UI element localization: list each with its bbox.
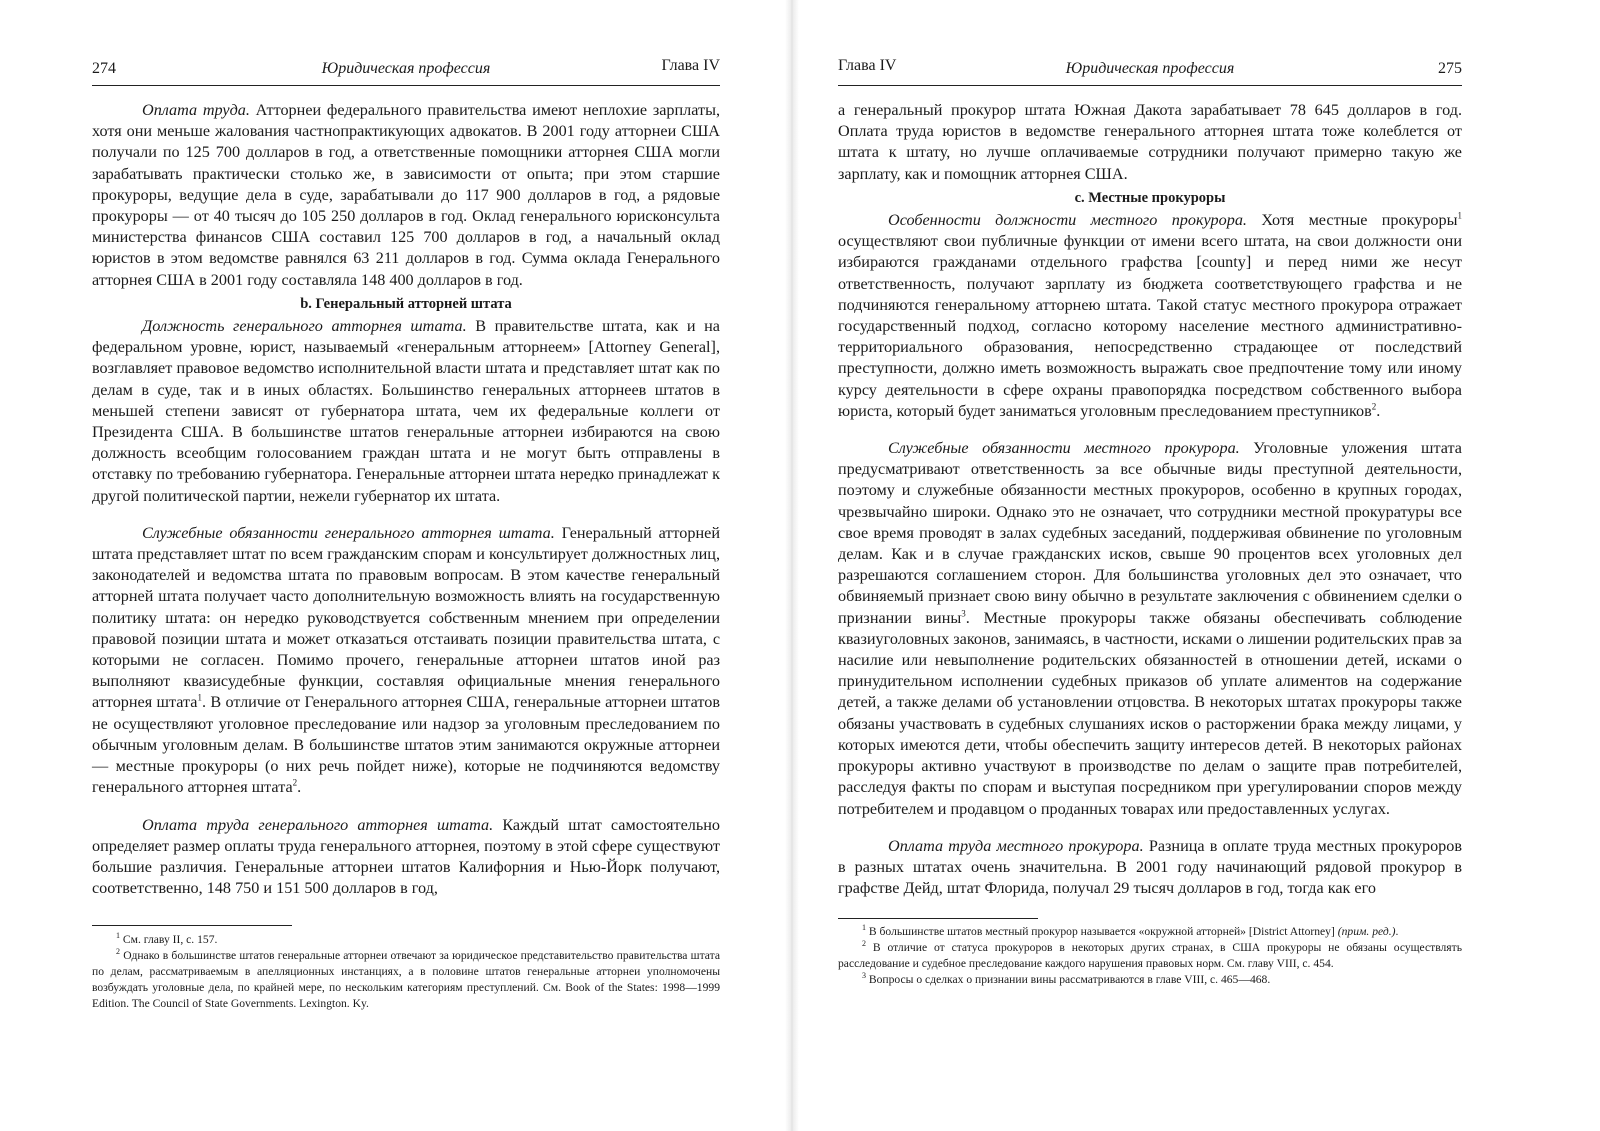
paragraph-lead: Служебные обязанности местного прокурора.	[888, 439, 1240, 458]
footnote-text: См. главу II, с. 157.	[122, 933, 218, 946]
paragraph-text: Уголовные уложения штата предусматривают ответственность за все обычные виды преступной деятельности, поэтому и служебные обязанности местных прокуроров, особенно в крупных городах, чрезвычайно широки. Однако это не означает, что сотрудники местной прокуратуры все свое время проводят в залах судебных заседаний, поддерживая обвинение по уголовным делам. Как и в случае гражданских исков, свыше 90 процентов всех уголовных дел разрешаются соглашением сторон. Для большинства уголовных дел это означает, что обвиняемый признает свою вину обычно в результате заключения с обвинением сделки о признании вины	[838, 439, 1462, 627]
paragraph-lead: Особенности должности местного прокурора.	[888, 211, 1247, 230]
footnote-number: 1	[116, 931, 120, 941]
footnote-tail: .	[1395, 925, 1399, 938]
paragraph-text: Генеральный атторней штата представляет штат по всем гражданским спорам и консультирует должностных лиц, законодателей и ведомства штата по правовым вопросам. В этом качестве генеральный атторней штата получает часто дополнительную возможность влиять на государственную политику штата: он нередко руководствуется собственным мнением при определении правовой позиции штата и может отказаться отстаивать позиции правительства штата, с которыми не согласен. Помимо прочего, генеральные атторнеи штатов иной раз выполняют квазисудебные функции, составляя официальные мнения генерального атторнея штата	[92, 523, 720, 712]
paragraph	[92, 815, 720, 900]
footnote-editor-note: (прим. ред.)	[1337, 925, 1396, 938]
paragraph-lead: Оплата труда местного прокурора.	[888, 836, 1144, 855]
footnote-text: В большинстве штатов местный прокурор называется «окружной атторней» [District Attorney]	[868, 925, 1335, 938]
footnote-ref[interactable]: 1	[1457, 210, 1462, 221]
footnote-number: 1	[862, 923, 866, 933]
paragraph: а генеральный прокурор штата Южная Дакота зарабатывает 78 645 долларов в год. Оплата труда юристов в ведомстве генерального атторнея штата тоже колеблется от штата к штату, но лучше оплачиваемые сотрудники получают примерно такую же зарплату, как и помощник атторнея США.	[838, 101, 1462, 183]
paragraph-lead: Оплата труда генерального атторнея штата.	[142, 815, 494, 834]
paragraph	[92, 523, 720, 799]
footnote-text: В отличие от статуса прокуроров в некоторых других странах, в США прокуроры не обязаны осуществлять расследование и судебное преследование каждого нарушения правовых норм. См. главу VIII, с. 454.	[838, 941, 1462, 970]
paragraph-text: .	[1376, 401, 1381, 420]
footnote-number: 3	[862, 971, 866, 981]
footnote-ref[interactable]: 2	[1371, 401, 1377, 412]
chapter-label: Глава IV	[838, 57, 897, 74]
running-title: Юридическая профессия	[321, 60, 491, 77]
book-gutter	[785, 0, 799, 1131]
header-rule	[838, 85, 1462, 86]
footnote	[92, 948, 720, 1012]
section-heading: c. Местные прокуроры	[1074, 189, 1226, 206]
running-title: Юридическая профессия	[1065, 60, 1235, 77]
paragraph-text: осуществляют свои публичные функции от имени всего штата, на свои должности они избираются гражданами отдельного графства [county] и перед ними же несут ответственность, получают зарплату из бюджета соответствующего графства и не подчиняются генеральному атторнею штата. Такой статус местного прокурора отражает государственный подход, согласно которому население местного административно-территориального образования, непосредственно страдающее от последствий преступности, должно иметь возможность выражать свое предпочтение тому или иному курсу деятельности в сфере охраны правопорядка посредством собственного выбора юриста, который будет заниматься уголовным преследованием преступников	[838, 232, 1462, 420]
footnote	[838, 924, 1462, 940]
paragraph	[92, 316, 720, 507]
paragraph	[92, 100, 720, 291]
right-footnotes	[838, 924, 1462, 988]
paragraph-text: . Местные прокуроры также обязаны обеспечивать соблюдение квазиуголовных законов, занимаясь, в частности, исками о лишении родительских прав за насилие или невыполнение родительских обязанностей в отношении детей, исками о принудительном исполнении судебных приказов об уплате алиментов на содержание детей, а также делами об установлении отцовства. В некоторых штатах прокуроры также обязаны участвовать в судебных слушаниях исков о расторжении брака между лицами, у которых имеются дети, чтобы обеспечить защиту интересов детей. В некоторых районах прокуроры активно участвуют в производстве по делам о защите прав потребителей, расследуя факты по спорам и выступая посредником при урегулировании споров между потребителем и продавцом о проданных товарах или предоставленных услугах.	[838, 608, 1462, 818]
footnote-text: Вопросы о сделках о признании вины рассматриваются в главе VIII, с. 465—468.	[868, 973, 1271, 986]
paragraph-lead: Служебные обязанности генерального атторнея штата.	[142, 523, 555, 542]
paragraph-text: Разница в оплате труда местных прокуроров в разных штатах очень значительна. В 2001 году начинающий рядовой прокурор в графстве Дейд, штат Флорида, получал 29 тысяч долларов в год, тогда как его	[838, 836, 1463, 898]
header-rule	[92, 85, 720, 86]
footnote-ref[interactable]: 3	[961, 608, 966, 619]
footnote-number: 2	[116, 947, 120, 957]
footnote	[838, 972, 1462, 988]
paragraph-text: Хотя местные прокуроры	[1246, 211, 1458, 230]
paragraph-text: . В отличие от Генерального атторнея США, генеральные атторнеи штатов не осуществляют уголовное преследование или надзор за уголовным преследованием по обычным уголовным делам. В большинстве штатов этим занимаются окружные атторнеи — местные прокуроры (о них речь пойдет ниже), которые не подчиняются ведомству генерального атторнея штата	[92, 693, 721, 797]
footnote-number: 2	[862, 939, 866, 949]
paragraph-text: Каждый штат самостоятельно определяет размер оплаты труда генерального атторнея, поэтому в этой сфере существуют большие различия. Генеральные атторнеи штатов Калифорния и Нью-Йорк получают, соответственно, 148 750 и 151 500 долларов в год,	[92, 815, 720, 898]
left-footnotes	[92, 932, 720, 1012]
footnote-ref[interactable]: 2	[292, 777, 298, 788]
paragraph	[838, 836, 1462, 900]
footnote-rule	[838, 918, 1038, 919]
right-page	[838, 0, 1462, 1131]
paragraph-text: Атторнеи федерального правительства имеют неплохие зарплаты, хотя они меньше жалования частнопрактикующих адвокатов. В 2001 году атторнеи США получали по 125 700 долларов в год, а ответственные помощники атторнея США могли зарабатывать практически столько же, в зависимости от опыта; при этом старшие прокуроры, ведущие дела в суде, зарабатывали до 117 900 долларов в год, а рядовые прокуроры — от 40 тысяч до 105 250 долларов в год. Оклад генерального юрисконсульта министерства финансов США составил 125 700 долларов в год, а начальный оклад юристов в этом ведомстве равнялся 63 211 долларов в год. Сумма оклада Генерального атторнея США в 2001 году составляла 148 400 долларов в год.	[92, 101, 720, 289]
paragraph-text: .	[297, 778, 302, 797]
paragraph-lead: Должность генерального атторнея штата.	[142, 317, 467, 336]
section-heading: b. Генеральный атторней штата	[300, 295, 512, 312]
paragraph	[838, 438, 1462, 820]
paragraph	[838, 210, 1462, 422]
footnote-ref[interactable]: 1	[197, 693, 202, 704]
footnote	[92, 932, 720, 948]
right-page-body	[838, 100, 1462, 899]
page-number: 275	[1438, 60, 1462, 77]
footnote-text: Однако в большинстве штатов генеральные атторнеи отвечают за юридическое представительство правительства штата по делам, рассматриваемым в апелляционных инстанциях, а в половине штатов генеральные атторнеи уполномочены возбуждать уголовные дела, по крайней мере, по нескольким категориям преступлений. См. Book of the States: 1998—1999 Edition. The Council of State Governments. Lexington. Ky.	[92, 949, 720, 1010]
left-page-body	[92, 100, 720, 899]
page-number: 274	[92, 60, 116, 77]
paragraph-text: В правительстве штата, как и на федеральном уровне, юрист, называемый «генеральным атторнеем» [Attorney General], возглавляет правовое ведомство исполнительной власти штата и представляет штат как по делам в суде, так и в иных областях. Большинство генеральных атторнеев штатов в меньшей степени зависят от губернатора штата, чем их федеральные коллеги от Президента США. В большинстве штатов генеральные атторнеи избираются на свою должность всеобщим голосованием граждан штата и не могут быть отправлены в отставку по требованию губернатора. Генеральные атторнеи штата нередко принадлежат к другой политической партии, нежели губернатор их штата.	[92, 317, 720, 505]
right-page-header	[838, 54, 1462, 86]
footnote	[838, 940, 1462, 972]
left-page	[92, 0, 720, 1131]
paragraph-lead: Оплата труда.	[142, 101, 250, 119]
footnote-rule	[92, 925, 292, 926]
left-page-header	[92, 54, 720, 86]
chapter-label: Глава IV	[661, 57, 720, 74]
